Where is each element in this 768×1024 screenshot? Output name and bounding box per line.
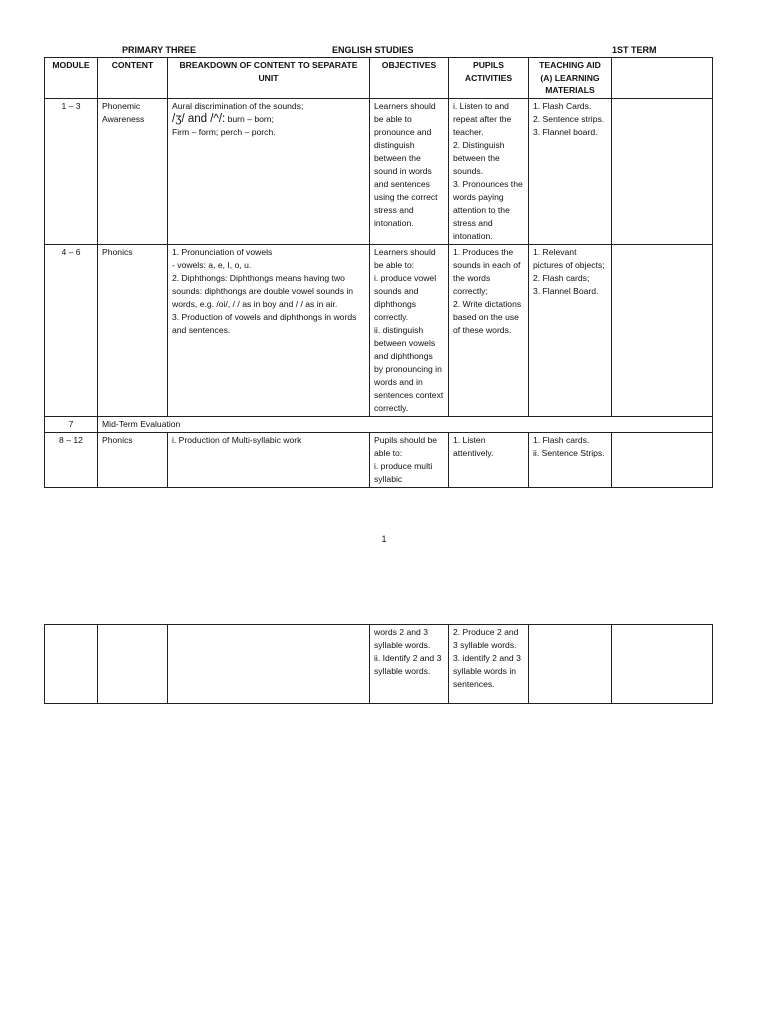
column-header-activities: PUPILS ACTIVITIES	[449, 58, 529, 99]
class-label: PRIMARY THREE	[122, 45, 197, 55]
content-cell: Phonics	[98, 244, 168, 416]
content-cell: Phonemic Awareness	[98, 98, 168, 244]
extra-cell	[612, 625, 713, 704]
breakdown-cell	[168, 98, 370, 244]
breakdown-cell	[168, 244, 370, 416]
activity-item: 1. Produces the sounds in each of the words correctly;	[453, 246, 521, 296]
evaluation-cell: Mid-Term Evaluation	[98, 416, 713, 432]
table-row	[45, 625, 713, 704]
table-row	[45, 416, 713, 432]
objectives-cell	[370, 244, 449, 416]
breakdown-line: Aural discrimination of the sounds;	[172, 100, 304, 111]
page-number: 1	[381, 534, 387, 544]
teaching-aid-item: 1. Flash cards.	[533, 434, 590, 445]
objectives-cell: Learners should be able to pronounce and distinguish between the sound in words and sentences using the correct stress and intonation.	[370, 98, 449, 244]
teaching-aid-item: ii. Sentence Strips.	[533, 447, 605, 458]
subject-label: ENGLISH STUDIES	[332, 45, 414, 55]
objective-item: Learners should be able to:	[374, 246, 436, 270]
teaching-aid-cell	[529, 625, 612, 704]
activity-item: i. Listen to and repeat after the teacher.	[453, 100, 512, 137]
extra-cell	[612, 432, 713, 487]
teaching-aid-cell	[529, 98, 612, 244]
objective-item: i. produce vowel sounds and diphthongs correctly.	[374, 272, 437, 322]
document-header	[44, 45, 712, 57]
objectives-cell	[370, 432, 449, 487]
activity-item: 2. Distinguish between the sounds.	[453, 139, 505, 176]
module-cell: 8 – 12	[45, 432, 98, 487]
phonetic-symbols: /ʒ/ and /^/:	[172, 112, 226, 125]
table-header-row	[45, 58, 713, 99]
module-cell: 4 – 6	[45, 244, 98, 416]
breakdown-cell: i. Production of Multi-syllabic work	[168, 432, 370, 487]
objective-item: Pupils should be able to:	[374, 434, 438, 458]
teaching-aid-item: 1. Relevant pictures of objects;	[533, 246, 605, 270]
breakdown-line: - vowels: a, e, I, o, u.	[172, 259, 252, 270]
teaching-aid-item: 1. Flash Cards.	[533, 100, 592, 111]
teaching-aid-item: 2. Sentence strips.	[533, 113, 605, 124]
objectives-cell	[370, 625, 449, 704]
column-header-teaching-aid: TEACHING AID (A) LEARNING MATERIALS	[529, 58, 612, 99]
activity-item: 2. Produce 2 and 3 syllable words.	[453, 627, 519, 650]
content-cell: Phonics	[98, 432, 168, 487]
activity-item: 2. Write dictations based on the use of these words.	[453, 298, 522, 335]
teaching-aid-item: 2. Flash cards;	[533, 272, 590, 283]
column-header-extra	[612, 58, 713, 99]
column-header-module: MODULE	[45, 58, 98, 99]
activities-cell	[449, 625, 529, 704]
activity-item: 3. identify 2 and 3 syllable words in sentences.	[453, 653, 521, 689]
module-cell	[45, 625, 98, 704]
continuation-table	[44, 624, 713, 704]
objective-item: ii. Identify 2 and 3 syllable words.	[374, 653, 442, 676]
activity-item: 1. Listen attentively.	[453, 434, 494, 458]
activities-cell	[449, 98, 529, 244]
term-label: 1ST TERM	[612, 45, 657, 55]
column-header-objectives: OBJECTIVES	[370, 58, 449, 99]
activity-item: 3. Pronounces the words paying attention to the stress and intonation.	[453, 178, 523, 241]
module-cell: 7	[45, 416, 98, 432]
breakdown-cell	[168, 625, 370, 704]
breakdown-line: Firm – form; perch – porch.	[172, 126, 276, 137]
activities-cell	[449, 432, 529, 487]
activities-cell	[449, 244, 529, 416]
table-row	[45, 244, 713, 416]
teaching-aid-cell	[529, 432, 612, 487]
extra-cell	[612, 98, 713, 244]
objective-item: ii. distinguish between vowels and diphthongs by pronouncing in words and in sentences context correctly.	[374, 324, 444, 413]
table-row	[45, 98, 713, 244]
breakdown-line: 1. Pronunciation of vowels	[172, 246, 273, 257]
module-cell: 1 – 3	[45, 98, 98, 244]
breakdown-line: 3. Production of vowels and diphthongs in words and sentences.	[172, 311, 357, 335]
teaching-aid-item: 3. Flannel board.	[533, 126, 598, 137]
breakdown-line: 2. Diphthongs: Diphthongs means having two sounds: diphthongs are double vowel sounds in words, e.g. /oi/, / / as in boy and / / as in air.	[172, 272, 354, 309]
objective-item: words 2 and 3 syllable words.	[374, 627, 431, 650]
breakdown-line: burn – born;	[225, 113, 274, 124]
content-cell	[98, 625, 168, 704]
table-row	[45, 432, 713, 487]
objective-item: i. produce multi syllabic	[374, 460, 433, 484]
teaching-aid-cell	[529, 244, 612, 416]
teaching-aid-item: 3. Flannel Board.	[533, 285, 599, 296]
column-header-content: CONTENT	[98, 58, 168, 99]
extra-cell	[612, 244, 713, 416]
column-header-breakdown: BREAKDOWN OF CONTENT TO SEPARATE UNIT	[168, 58, 370, 99]
scheme-of-work-table	[44, 57, 713, 488]
